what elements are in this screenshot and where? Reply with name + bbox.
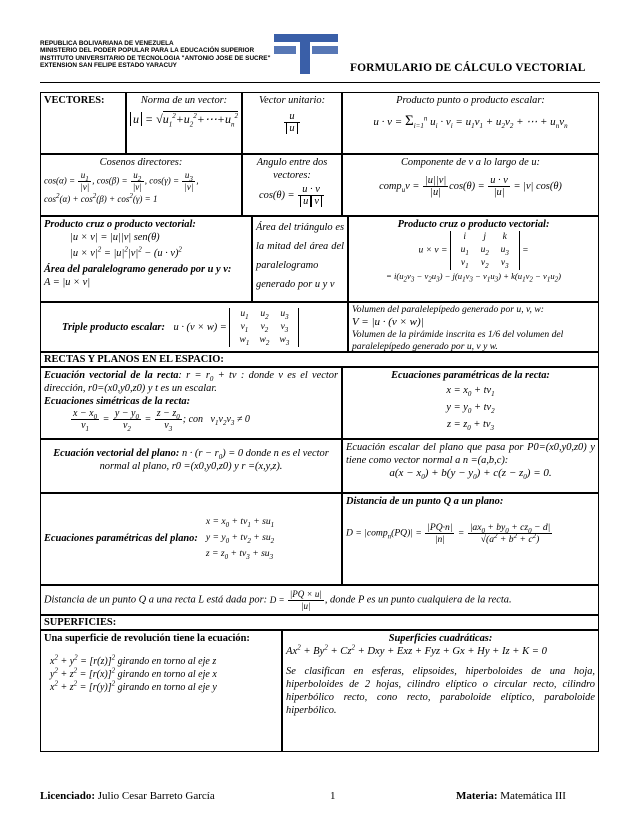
distancia-plano-cell — [342, 493, 599, 585]
dist-recta-formula: D = $\frac{|PQ \times u|}{|u|}$ — [269, 589, 322, 611]
angulo-cell — [242, 154, 342, 216]
rev-line: $x^2 + y^2 = [r(z)]^2$ girando en torno al eje z — [50, 653, 217, 667]
cuadraticas-text: Se clasifican en esferas, elipsoides, hiperboloides de una hoja, hiperboloides de 2 hojas, cilindro elíptico o circular recto, cilindro hiperbólico recto, cono recto, paraboloide elíptico, paraboloide hiperbólico. — [286, 666, 595, 716]
cosenos-cell — [40, 154, 242, 216]
vol-piramide: Volumen de la pirámide inscrita es 1/6 del volumen del paralelepípedo generado por u, v y w. — [352, 329, 564, 352]
plano-vec-title: Ecuación vectorial del plano: — [53, 448, 180, 459]
plano-vectorial-formula: Ecuación vectorial del plano: $n \cdot (r - r_0) = 0$ donde n es el vector normal al plano, r0 =(x0,y0,z0) y r =(x,y,z). — [53, 448, 329, 472]
cosenos-identity: $\cos^2(\alpha) + \cos^2(\beta) + \cos^2(\gamma) = 1$ — [44, 192, 158, 204]
revolucion-title: Una superficie de revolución tiene la ecuación: — [44, 633, 250, 644]
section-label: VECTORES: — [44, 95, 105, 106]
revolucion-cell — [40, 630, 282, 752]
cruz-cell — [40, 216, 252, 302]
angulo-title: Angulo entre dos vectores: — [256, 157, 328, 181]
plano-vectorial-cell — [40, 439, 342, 493]
unitario-formula: $\frac{u}{u}$ — [246, 111, 338, 134]
plano-parametricas-cell — [40, 493, 342, 585]
distancia-recta-cell — [40, 585, 599, 615]
punto-cell — [342, 92, 599, 154]
vol-paralelepipedo: Volumen del paralelepípedo generado por u, v, w: — [352, 304, 544, 315]
section-heading: SUPERFICIES: — [44, 617, 117, 628]
norma-cell — [126, 92, 242, 154]
componente-cell — [342, 154, 599, 216]
institution-line: INSTITUTO UNIVERSITARIO DE TECNOLOGIA "ANTONIO JOSE DE SUCRE" — [40, 54, 271, 62]
institution-line: MINISTERIO DEL PODER POPULAR PARA LA EDUCACIÓN SUPERIOR — [40, 47, 255, 55]
ecuacion-recta-cell — [40, 367, 342, 439]
cruz-expansion: = $i(u_2v_3 - v_2u_3) - j(u_1v_3 - v_1u_3) + k(u_1v_2 - v_1u_2)$ — [386, 271, 561, 284]
simetricas-formula: $\frac{x - x_0}{v_1}$ = $\frac{y - y_0}{v_2}$ = $\frac{z - z_0}{v_3}$ ; con $v_1v_2v_3 \ne 0$ — [73, 408, 250, 433]
punto-formula: $u \cdot v = \Sigma_{i=1}^n$ $u_i \cdot v_i = u_1v_1 + u_2v_2$ + ⋯ + $u_nv_n$ — [373, 113, 568, 131]
ec-vectorial-tail: : donde v es el vector dirección, r0=(x0,y0,z0) y t es un escalar. — [44, 370, 338, 394]
plano-param-formula: $x = x_0 + tv_1 + su_1$ $y = y_0 + tv_2 + su_2$ $z = z_0 + tv_3 + su_3$ — [205, 516, 275, 561]
volumen-cell — [348, 302, 599, 352]
institution-logo — [270, 30, 342, 82]
dist-plano-title: Distancia de un punto Q a un plano: — [346, 496, 504, 507]
norma-title: Norma de un vector: — [140, 95, 228, 106]
ec-vectorial-recta: Ecuación vectorial de la recta: $r = r_0$ + tv : donde v es el vector dirección, r0=(x0,y0,z0) y t es un escalar. — [44, 370, 338, 394]
institution-line: REPUBLICA BOLIVARIANA DE VENEZUELA — [40, 40, 174, 47]
triangulo-cell — [252, 216, 348, 302]
triple-cell — [40, 302, 348, 352]
cruz2-title: Producto cruz o producto vectorial: — [397, 219, 550, 230]
page-number: 1 — [330, 790, 336, 802]
rev-line: $x^2 + z^2 = [r(y)]^2$ girando en torno al eje y — [50, 679, 217, 693]
header-divider — [40, 82, 600, 83]
institution-block — [40, 40, 271, 70]
area-label: Área del paralelogramo generado por u y v: — [44, 264, 232, 275]
footer-author: Licenciado: Julio Cesar Barreto García — [40, 790, 215, 802]
componente-title: Componente de v a lo largo de u: — [401, 157, 540, 168]
norma-formula: $u = √u_1^2+u_2^2+\cdots+u_n^2$ — [130, 113, 238, 126]
triangulo-text: Área del triángulo es la mitad del área del paralelogramo generado por u y v — [256, 222, 344, 290]
dist-recta-tail: , donde P es un punto cualquiera de la recta. — [324, 594, 512, 606]
plano-escalar-cell — [342, 439, 599, 493]
plano-esc-text: Ecuación escalar del plano que pasa por P0=(x0,y0,z0) y tiene como vector normal a n =(a,b,c): — [346, 442, 595, 466]
triple-label: Triple producto escalar: — [62, 321, 165, 333]
cruz-title: Producto cruz o producto vectorial: — [44, 219, 196, 230]
section-heading: RECTAS Y PLANOS EN EL ESPACIO: — [44, 354, 224, 365]
plano-escalar-formula: $a(x - x_0) + b(y - y_0) + c(z - z_0) = 0$. — [389, 467, 552, 482]
punto-title: Producto punto o producto escalar: — [396, 95, 545, 106]
unitario-cell — [242, 92, 342, 154]
cruz-norm-formula: |u × v| = |u||v| sen(θ) — [70, 232, 160, 243]
parametricas-title: Ecuaciones paramétricas de la recta: — [391, 370, 550, 381]
document-title: FORMULARIO DE CÁLCULO VECTORIAL — [350, 62, 586, 74]
triple-formula: Triple producto escalar: u · (v × w) = $u_1$ $u_2$ $u_3$ $v_1$ $v_2$ $v_3$ $w_1$ $w_2$ $w_3$ — [62, 308, 344, 347]
area-paralelogramo: Área del paralelogramo generado por u y v: A = |u × v| — [44, 264, 232, 288]
institution-line: EXTENSION SAN FELIPE ESTADO YARACUY — [40, 62, 177, 70]
dist-recta-row — [44, 589, 595, 612]
plano-param-title: Ecuaciones paramétricas del plano: — [44, 532, 198, 544]
componente-formula: comp$_u$v = $\frac{|u||v|}{|u|}$ cos(θ) = $\frac{u \cdot v}{|u|}$ = |v| cos(θ) — [379, 175, 562, 198]
cuadraticas-title: Superficies cuadráticas: — [388, 633, 493, 644]
parametricas-formula: $x = x_0 + tv_1$ $y = y_0 + tv_2$ $z = z_0 + tv_3$ — [446, 385, 495, 433]
cruz2-cell — [348, 216, 599, 302]
angulo-formula: cos(θ) = $\frac{u \cdot v}{\text{u v}}$ — [246, 184, 338, 207]
lagrange-formula: $|u \times v|^2 = |u|^2|v|^2 - (u \cdot v)^2$ — [70, 245, 182, 259]
formula-sheet — [40, 92, 599, 760]
plano-vec-tail: donde n es el vector normal al plano, r0 =(x0,y0,z0) y r =(x,y,z). — [99, 448, 329, 472]
rev-line: $y^2 + z^2 = [r(x)]^2$ girando en torno al eje x — [50, 666, 217, 680]
cuadraticas-formula: $Ax^2 + By^2 + Cz^2$ + Dxy + Exz + Fyz + Gx + Hy + Iz + K = 0 — [286, 643, 547, 657]
cosenos-formula: cos(α) = $\frac{u_1}{|v|}$ , cos(β) = $\frac{u_2}{|v|}$ , cos(γ) = $\frac{u_3}{|v|}$ , — [44, 170, 199, 192]
cruz-determinant: u × v = i j k $u_1$ $u_2$ $u_3$ $v_1$ $v_2$ $v_3$ = — [418, 232, 529, 270]
rectas-section — [40, 352, 599, 367]
dist-recta-text: Distancia de un punto Q a una recta L está dada por: — [44, 594, 268, 606]
footer-subject: Materia: Matemática III — [456, 790, 566, 802]
vectores-label-cell — [40, 92, 126, 154]
ec-vectorial-title: Ecuación vectorial de la recta — [44, 370, 179, 381]
cuadraticas-cell — [282, 630, 599, 752]
revolucion-formulas — [50, 655, 278, 694]
cosenos-title: Cosenos directores: — [99, 157, 183, 168]
dist-plano-formula: D = |comp$_n$(PQ)| = $\frac{|PQ\cdot n|}{|n|}$ = $\frac{|ax_0 + by_0 + cz_0 - d|}{√(a^2 + b^2 + c^2)}$ — [346, 522, 551, 545]
plano-param-row — [44, 495, 338, 581]
simetricas-title: Ecuaciones simétricas de la recta: — [44, 396, 191, 407]
volumen-formula: V = |u · (v × w)| — [352, 316, 424, 328]
parametricas-recta-cell — [342, 367, 599, 439]
superficies-section — [40, 615, 599, 630]
unitario-title: Vector unitario: — [258, 95, 326, 106]
